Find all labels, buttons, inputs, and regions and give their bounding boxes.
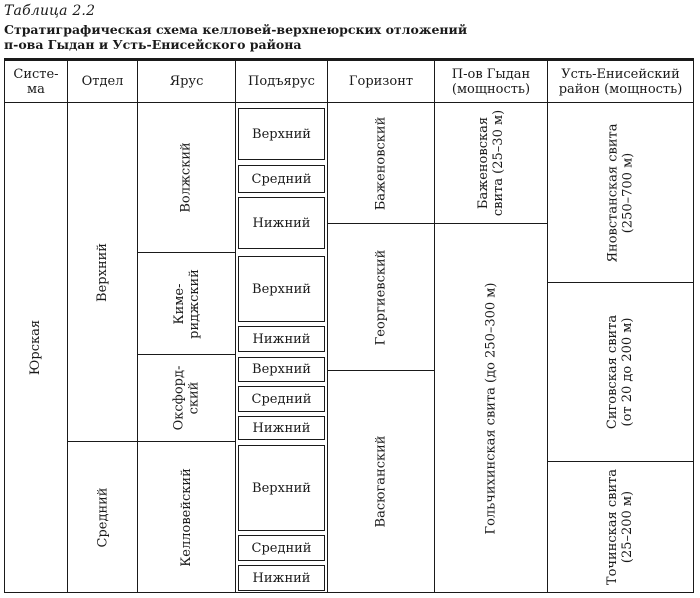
- table-title-line-1: Стратиграфическая схема келловей-верхнеюрских отложений: [4, 22, 468, 37]
- horizon-bazhenovsky: Баженовский: [327, 102, 435, 224]
- division-cell-middle: Средний: [67, 441, 138, 593]
- stage-cell-volzhsky: Волжский: [137, 102, 236, 253]
- substage-kelloveysky-middle: Средний: [238, 535, 325, 561]
- header-stage: Ярус: [137, 60, 236, 103]
- substage-kimeridzhsky-lower: Нижний: [238, 326, 325, 352]
- gydan-bazhenovskaya-suite: Баженовская свита (25–30 м): [434, 102, 548, 224]
- substage-volzhsky-upper: Верхний: [238, 108, 325, 160]
- substage-oksfordsky-lower: Нижний: [238, 416, 325, 440]
- stage-cell-kelloveysky: Келловейский: [137, 441, 236, 593]
- division-cell-upper: Верхний: [67, 102, 138, 442]
- substage-volzhsky-middle: Средний: [238, 165, 325, 193]
- horizon-vasyugansky: Васюганский: [327, 370, 435, 593]
- table-title-line-2: п-ова Гыдан и Усть-Енисейского района: [4, 37, 302, 52]
- stage-cell-kimeridzhsky: Киме- риджский: [137, 252, 236, 355]
- gydan-golchikhinskaya-suite: Гольчихинская свита (до 250–300 м): [434, 223, 548, 593]
- header-gydan: П-ов Гыдан (мощность): [434, 60, 548, 103]
- system-cell: Юрская: [4, 102, 68, 593]
- header-system: Систе- ма: [4, 60, 68, 103]
- substage-kelloveysky-upper: Верхний: [238, 445, 325, 531]
- header-substage: Подъярус: [235, 60, 328, 103]
- stage-cell-oksfordsky: Оксфорд- ский: [137, 354, 236, 442]
- ust-enisey-yanovstanskaya-suite: Яновстанская свита (250–700 м): [547, 102, 694, 283]
- header-horizon: Горизонт: [327, 60, 435, 103]
- ust-enisey-sigovskaya-suite: Сиговская свита (от 20 до 200 м): [547, 282, 694, 462]
- substage-kelloveysky-lower: Нижний: [238, 565, 325, 591]
- ust-enisey-tochinskaya-suite: Точинская свита (25–200 м): [547, 461, 694, 593]
- header-division: Отдел: [67, 60, 138, 103]
- substage-oksfordsky-middle: Средний: [238, 386, 325, 412]
- substage-volzhsky-lower: Нижний: [238, 197, 325, 249]
- horizon-georgievsky: Георгиевский: [327, 223, 435, 371]
- header-ust-enisey: Усть-Енисейский район (мощность): [547, 60, 694, 103]
- table-caption: Таблица 2.2: [4, 3, 96, 19]
- substage-oksfordsky-upper: Верхний: [238, 357, 325, 382]
- substage-kimeridzhsky-upper: Верхний: [238, 256, 325, 322]
